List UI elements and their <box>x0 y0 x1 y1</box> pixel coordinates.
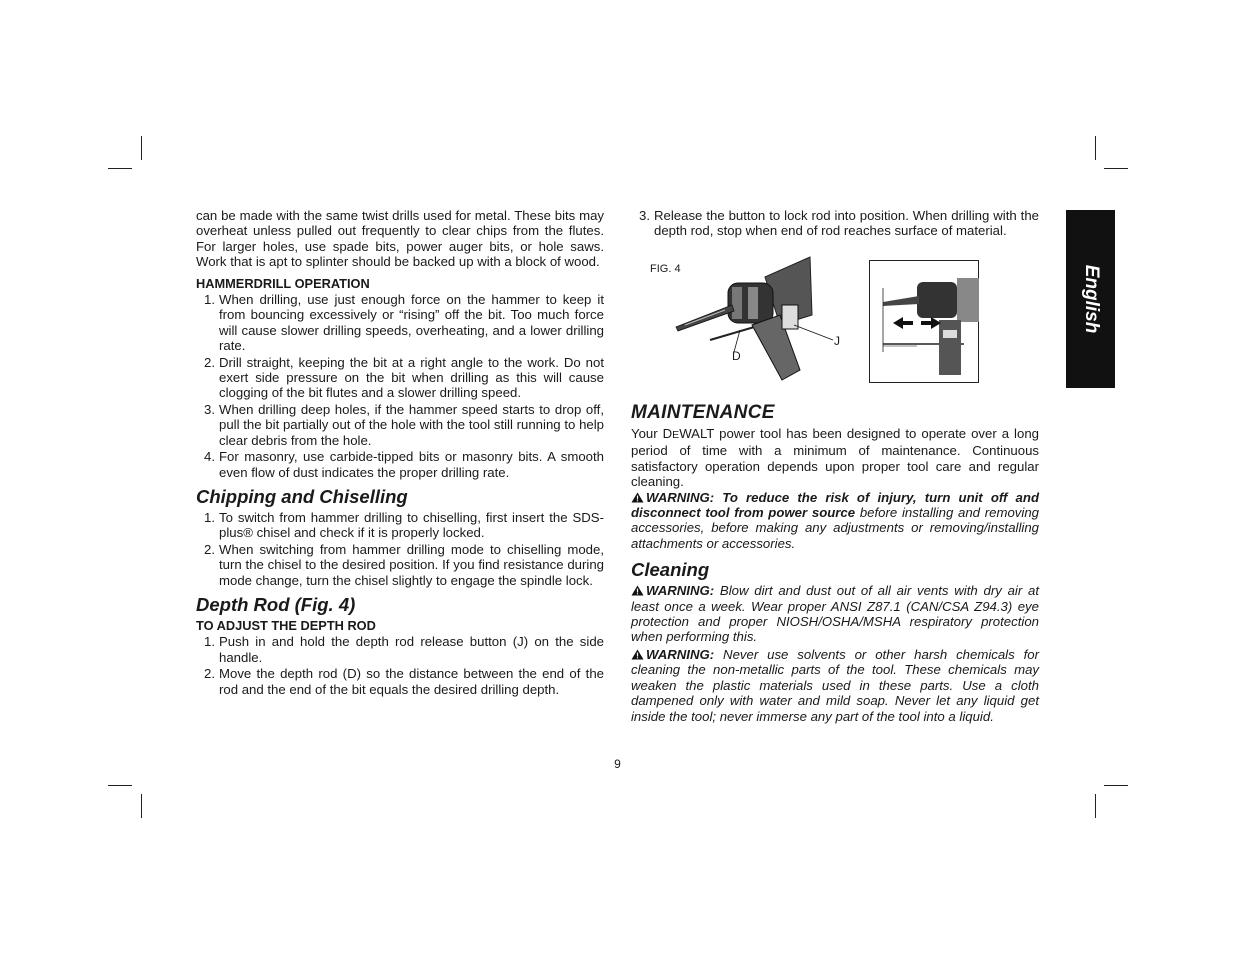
item-text: Release the button to lock rod into position. When drilling with the depth rod, stop when end of rod reaches surface of material. <box>654 208 1039 239</box>
depth-setting-inset-illustration <box>869 260 979 383</box>
drill-depth-rod-illustration <box>670 255 845 385</box>
item-text: For masonry, use carbide-tipped bits or masonry bits. A smooth even flow of dust indicates the proper drilling rate. <box>219 449 604 480</box>
list-item <box>196 666 604 697</box>
warning-label: WARNING: To reduce the risk of injury, turn unit off and disconnect tool from power source <box>631 489 1039 521</box>
crop-mark <box>141 136 142 160</box>
warning-solvents <box>631 647 1039 724</box>
crop-mark <box>1104 168 1128 169</box>
depth-rod-heading: Depth Rod (Fig. 4) <box>196 593 356 615</box>
item-number: 1. <box>204 509 215 525</box>
item-number: 2. <box>204 354 215 370</box>
cleaning-heading: Cleaning <box>631 559 710 581</box>
warning-text: Never use solvents or other harsh chemicals for cleaning the non-metallic parts of the tool. These chemicals may weaken the plastic materials used in these parts. Use a cloth dampened only with water and mild soap. Never let any liquid get inside the tool; never immerse any part of the tool into a liquid. <box>631 646 1039 724</box>
item-text: Drill straight, keeping the bit at a right angle to the work. Do not exert side pressure on the bit when drilling as this will cause clogging of the bit flutes and a slower drilling speed. <box>219 354 604 401</box>
item-text: To switch from hammer drilling to chiselling, first insert the SDS-plus® chisel and check if it is properly locked. <box>219 509 604 541</box>
chipping-heading: Chipping and Chiselling <box>196 485 408 507</box>
crop-mark <box>1095 794 1096 818</box>
item-text: Move the depth rod (D) so the distance between the end of the rod and the end of the bit equals the desired drilling depth. <box>219 666 604 697</box>
maintenance-text: Your D <box>631 426 673 441</box>
warning-text: Blow dirt and dust out of all air vents with dry air at least once a week. Wear proper ANSI Z87.1 (CAN/CSA Z94.3) eye protection and proper NIOSH/OSHA/MSHA respiratory protection when performing this. <box>631 583 1039 645</box>
item-text: When drilling, use just enough force on the hammer to keep it from bouncing excessively or “rising” off the bit. Too much force will cause slower drilling speeds, overheating, and a lower drilling rate. <box>219 292 604 354</box>
list-item <box>196 449 604 480</box>
hammerdrill-heading: HAMMERDRILL OPERATION <box>196 275 370 291</box>
page-number: 9 <box>614 757 621 771</box>
item-text: Push in and hold the depth rod release button (J) on the side handle. <box>219 634 604 665</box>
crop-mark <box>141 794 142 818</box>
list-item <box>196 402 604 448</box>
right-column-bottom <box>631 398 1039 724</box>
intro-paragraph: can be made with the same twist drills used for metal. These bits may overheat unless pulled out frequently to clear chips from the flutes. For larger holes, use spade bits, power auger bits, or hole saws. Work that is apt to splinter should be backed up with a block of wood. <box>196 208 604 270</box>
crop-mark <box>1095 136 1096 160</box>
crop-mark <box>108 785 132 786</box>
depth-rod-list <box>196 634 604 697</box>
item-number: 3. <box>639 208 650 223</box>
item-number: 2. <box>204 541 215 557</box>
item-number: 1. <box>204 292 215 308</box>
language-tab-label: English <box>1080 264 1102 334</box>
crop-mark <box>108 168 132 169</box>
item-number: 3. <box>204 401 215 417</box>
depth-rod-list-continued <box>631 208 1039 239</box>
warning-triangle-icon <box>631 649 644 660</box>
figure-label: FIG. 4 <box>650 263 681 275</box>
warning-triangle-icon <box>631 585 644 596</box>
list-item <box>631 208 1039 239</box>
list-item <box>196 355 604 401</box>
maintenance-heading: MAINTENANCE <box>631 402 775 423</box>
list-item <box>196 510 604 541</box>
maintenance-paragraph <box>631 426 1039 490</box>
list-item <box>196 634 604 665</box>
warning-triangle-icon <box>631 492 644 503</box>
warning-power-source <box>631 490 1039 552</box>
callout-d: D <box>732 349 741 363</box>
warning-text: before installing and removing accessories, before making any adjustments or removing/installing attachments or accessories. <box>631 505 1039 551</box>
chipping-list <box>196 510 604 588</box>
warning-label: WARNING: <box>646 583 715 599</box>
left-column <box>196 208 604 698</box>
list-item <box>196 542 604 588</box>
item-text: When switching from hammer drilling mode to chiselling mode, turn the chisel to the desired position. If you find resistance during mode change, turn the chisel slightly to engage the spindle lock. <box>219 541 604 588</box>
item-number: 4. <box>204 449 215 465</box>
depth-rod-subheading: TO ADJUST THE DEPTH ROD <box>196 617 376 633</box>
hammerdrill-list <box>196 292 604 480</box>
warning-air-vents <box>631 583 1039 645</box>
crop-mark <box>1104 785 1128 786</box>
maintenance-text-smallcap: E <box>672 429 680 441</box>
right-column-top <box>631 208 1039 240</box>
callout-j: J <box>834 334 840 348</box>
list-item <box>196 292 604 354</box>
item-number: 2. <box>204 666 215 682</box>
item-text: When drilling deep holes, if the hammer speed starts to drop off, pull the bit partially out of the hole with the tool still running to help clear debris from the hole. <box>219 401 604 448</box>
maintenance-text: WALT power tool has been designed to operate over a long period of time with a minimum of maintenance. Continuous satisfactory operation depends upon proper tool care and regular cleaning. <box>631 426 1039 490</box>
language-tab <box>1066 210 1115 388</box>
item-number: 1. <box>204 634 215 650</box>
warning-label: WARNING: <box>646 646 715 662</box>
